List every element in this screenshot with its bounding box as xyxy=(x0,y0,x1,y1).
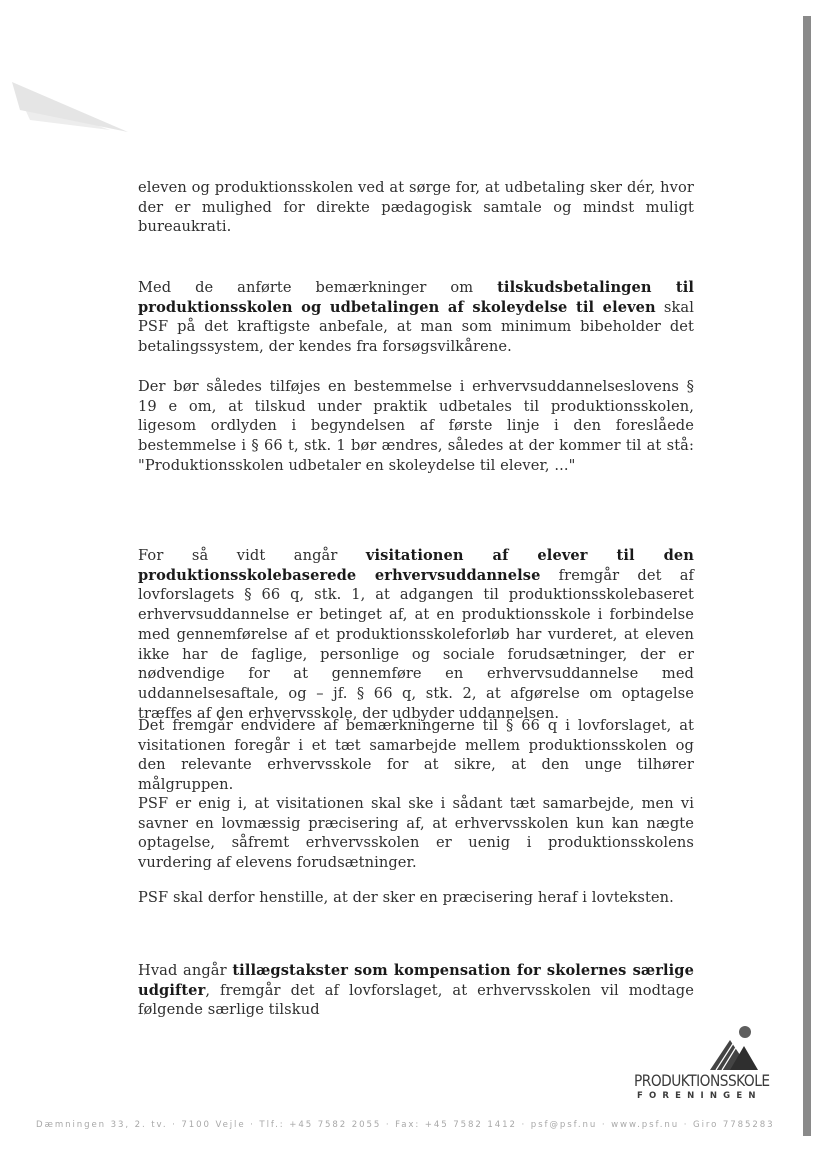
emphasized-text: tillægstakster som kompensation for skolernes særlige udgifter xyxy=(138,962,694,999)
paragraph xyxy=(138,961,694,1020)
paragraph-text: Det fremgår endvidere af bemærkningerne til § 66 q i lovforslaget, at visitationen foregår i et tæt samarbejde mellem produktionsskolen og den relevante erhvervsskole for at sikre, at den unge tilhører målgruppen. xyxy=(138,717,694,794)
paragraph xyxy=(138,888,694,908)
logo-subtitle: FORENINGEN xyxy=(637,1091,762,1101)
paragraph-text: skal PSF på det kraftigste anbefale, at man som minimum bibeholder det betalingssystem, der kendes fra forsøgsvilkårene. xyxy=(138,298,695,356)
paragraph-text: Der bør således tilføjes en bestemmelse i erhvervsuddannelseslovens § 19 e om, at tilskud under praktik udbetales til produktionsskolen, ligesom ordlyden i begyndelsen af første linje i den foreslåede bestemmelse i § 66 t, stk. 1 bør ændres, således at der kommer til at stå: "Produktionsskolen udbetaler en skoleydelse til elever, ..." xyxy=(138,378,694,474)
paragraph-text: PSF skal derfor henstille, at der sker en præcisering heraf i lovteksten. xyxy=(138,889,674,906)
paragraph-text: Hvad angår xyxy=(138,962,233,979)
corner-logo-fragment xyxy=(10,80,130,140)
logo-name: PRODUKTIONSSKOLE xyxy=(634,1071,770,1090)
paragraph xyxy=(138,794,694,873)
paragraph-text: Med de anførte bemærkninger om xyxy=(138,279,498,296)
paragraph xyxy=(138,546,694,723)
paragraph-text: PSF er enig i, at visitationen skal ske i sådant tæt samarbejde, men vi savner en lovmæssig præcisering af, at erhvervsskolen kun kan nægte optagelse, såfremt erhvervsskolen er uenig i produktionsskolens vurdering af elevens forudsætninger. xyxy=(138,795,694,872)
emphasized-text: visitationen af elever til den produktionsskolebaserede erhvervsuddannelse xyxy=(138,547,694,584)
emphasized-text: tilskudsbetalingen til produktionsskolen og udbetalingen af skoleydelse til eleven xyxy=(138,279,695,316)
paragraph xyxy=(138,716,694,795)
paragraph-text: fremgår det af lovforslagets § 66 q, stk. 1, at adgangen til produktionsskolebaseret erhvervsuddannelse er betinget af, at en produktionsskole i forbindelse med gennemførelse af et produktionsskoleforløb har vurderet, at eleven ikke har de faglige, personlige og sociale forudsætninger, der er nødvendige for at gennemføre en erhvervsuddannelse med uddannelsesaftale, og – jf. § 66 q, stk. 2, at afgørelse om optagelse træffes af den erhvervsskole, der udbyder uddannelsen. xyxy=(138,566,694,722)
paragraph xyxy=(138,377,694,476)
scan-edge-bar xyxy=(803,16,811,1136)
paragraph-text: , fremgår det af lovforslaget, at erhvervsskolen vil modtage følgende særlige tilskud xyxy=(138,981,694,1019)
paragraph xyxy=(138,278,694,357)
paragraph-text: For så vidt angår xyxy=(138,547,366,564)
paragraph-text: eleven og produktionsskolen ved at sørge for, at udbetaling sker dér, hvor der er mulighed for direkte pædagogisk samtale og mindst muligt bureaukrati. xyxy=(138,179,694,236)
paragraph xyxy=(138,178,694,237)
footer-contact: Dæmningen 33, 2. tv. · 7100 Vejle · Tlf.: +45 7582 2055 · Fax: +45 7582 1412 · psf@psf.nu · www.psf.nu · Giro 7785283 xyxy=(36,1120,775,1130)
